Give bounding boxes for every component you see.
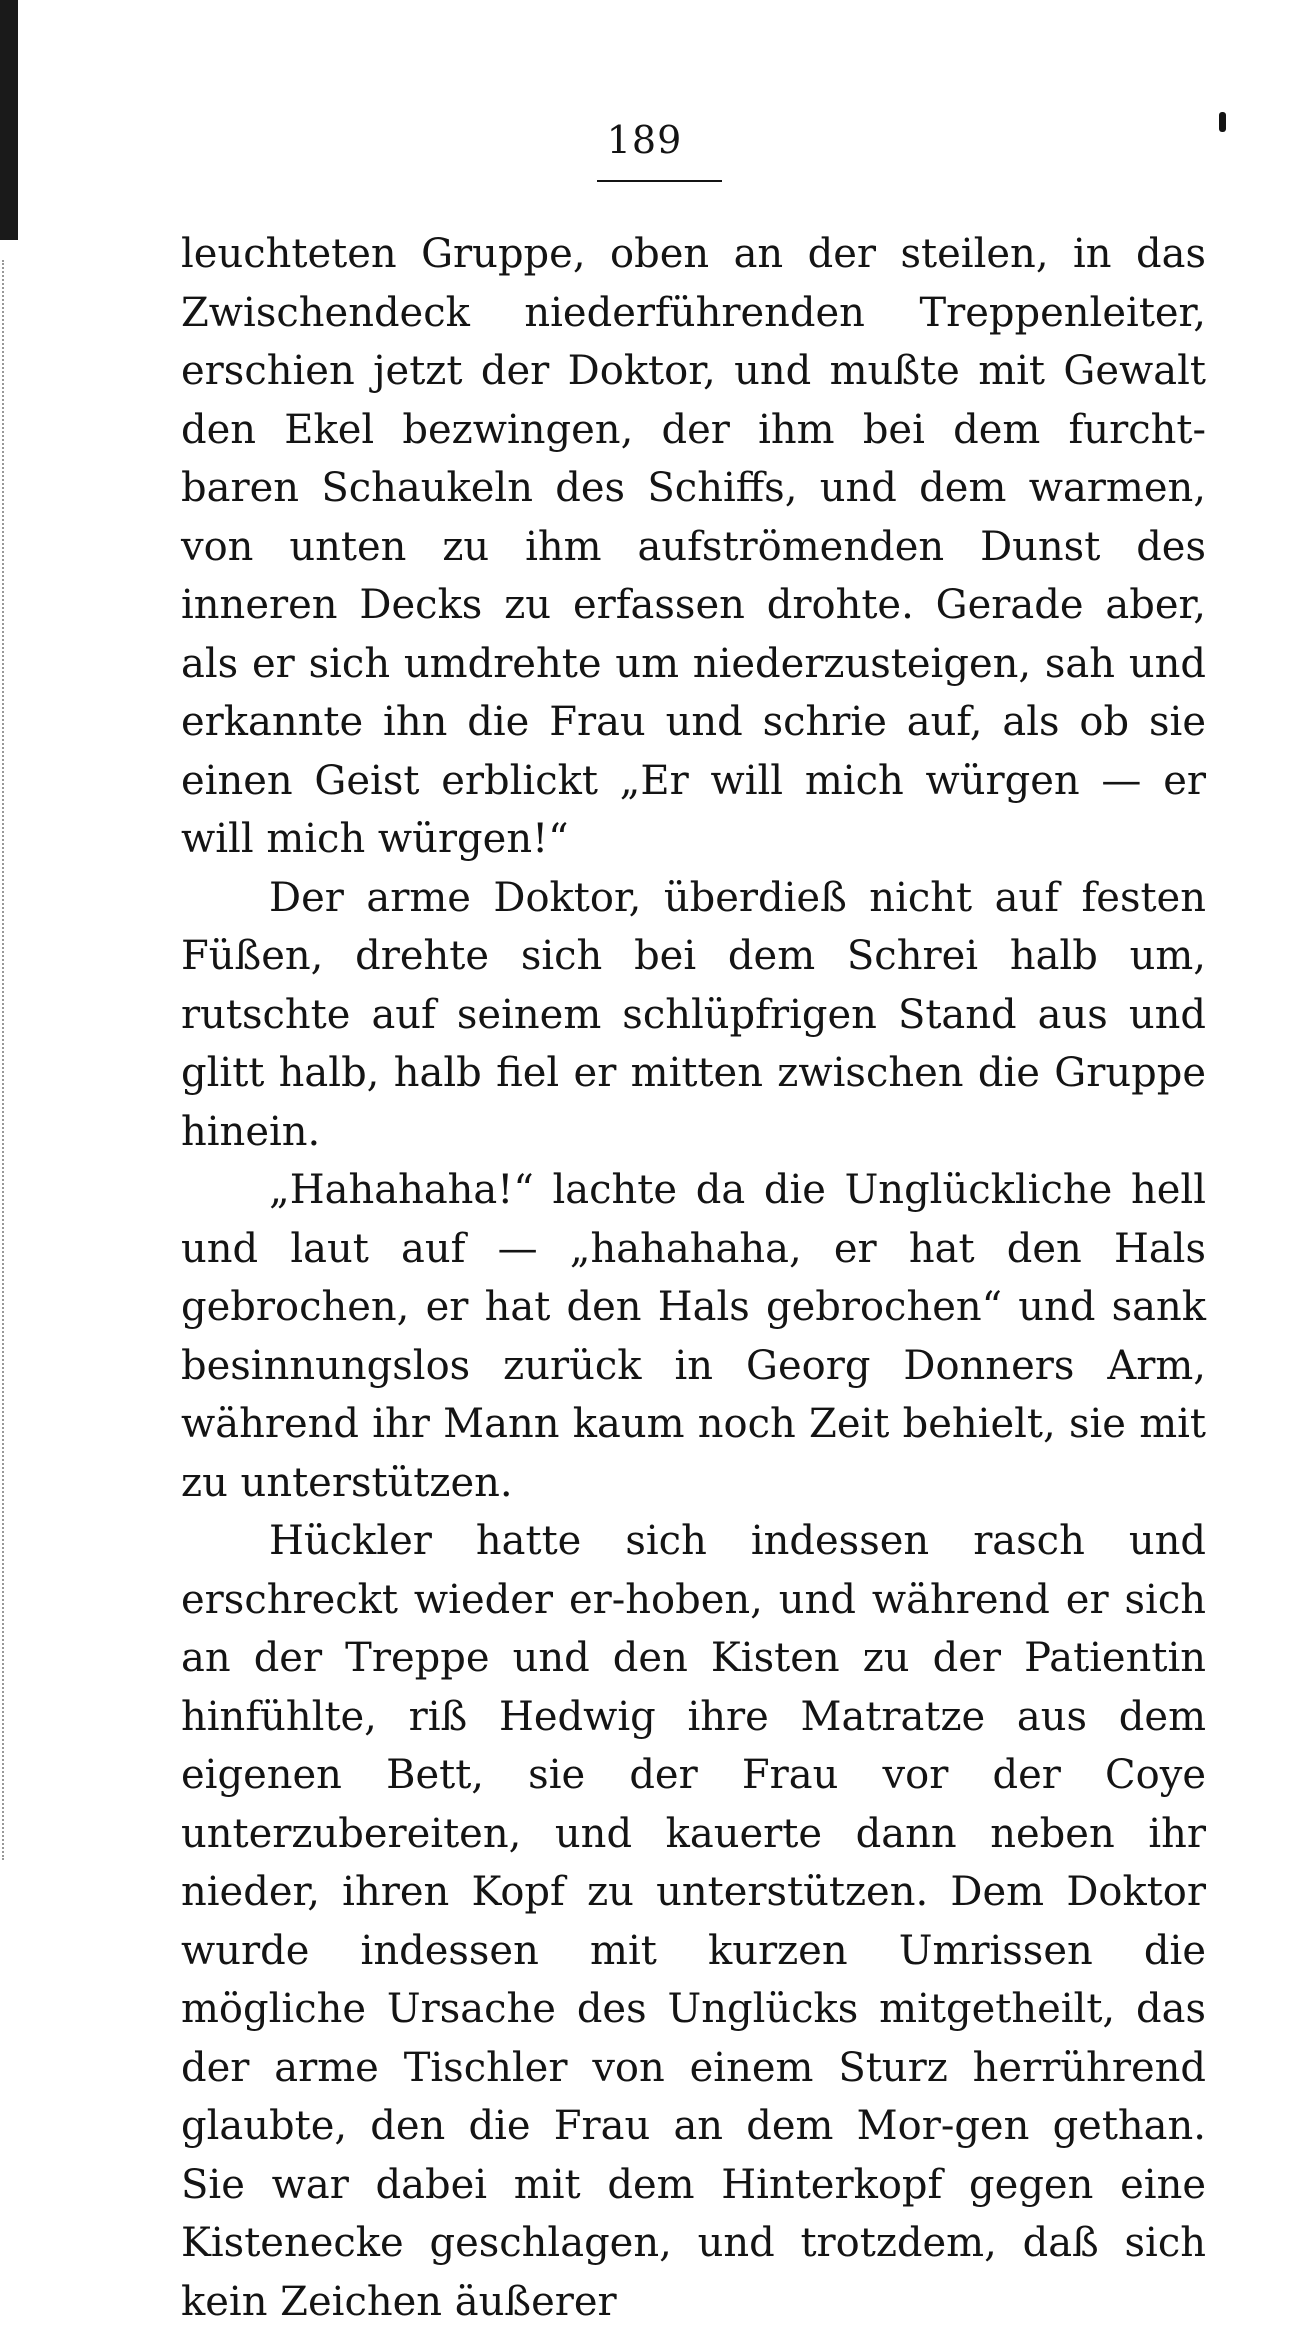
paragraph-3: „Hahahaha!“ lachte da die Unglückliche hell und laut auf — „hahahaha, er hat den Hals gebrochen, er hat den Hals gebrochen“ und sank besinnungslos zurück in Georg Donners Arm, während ihr Mann kaum noch Zeit behielt, sie mit zu unterstützen. xyxy=(181,1167,1206,1506)
paragraph-2: Der arme Doktor, überdieß nicht auf festen Füßen, drehte sich bei dem Schrei halb um, rutschte auf seinem schlüpfrigen Stand aus und glitt halb, halb fiel er mitten zwischen die Gruppe hinein. xyxy=(181,874,1206,1155)
header-rule xyxy=(597,180,722,182)
body-text xyxy=(181,225,1206,2331)
paragraph-1: leuchteten Gruppe, oben an der steilen, in das Zwischendeck niederführenden Treppenleiter, erschien jetzt der Doktor, und mußte mit Gewalt den Ekel bezwingen, der ihm bei dem furcht-baren Schaukeln des Schiffs, und dem warmen, von unten zu ihm aufströmenden Dunst des inneren Decks zu erfassen drohte. Gerade aber, als er sich umdrehte um niederzusteigen, sah und erkannte ihn die Frau und schrie auf, als ob sie einen Geist erblickt „Er will mich würgen — er will mich würgen!“ xyxy=(181,231,1206,862)
scan-edge-specks xyxy=(2,260,14,1860)
page-number: 189 xyxy=(606,118,683,162)
ink-mark xyxy=(1219,112,1226,132)
paragraph-4: Hückler hatte sich indessen rasch und erschreckt wieder er-hoben, und während er sich an der Treppe und den Kisten zu der Patientin hinfühlte, riß Hedwig ihre Matratze aus dem eigenen Bett, sie der Frau vor der Coye unterzubereiten, und kauerte dann neben ihr nieder, ihren Kopf zu unterstützen. Dem Doktor wurde indessen mit kurzen Umrissen die mögliche Ursache des Unglücks mitgetheilt, das der arme Tischler von einem Sturz herrührend glaubte, den die Frau an dem Mor-gen gethan. Sie war dabei mit dem Hinterkopf gegen eine Kistenecke geschlagen, und trotzdem, daß sich kein Zeichen äußerer xyxy=(181,1518,1206,2325)
